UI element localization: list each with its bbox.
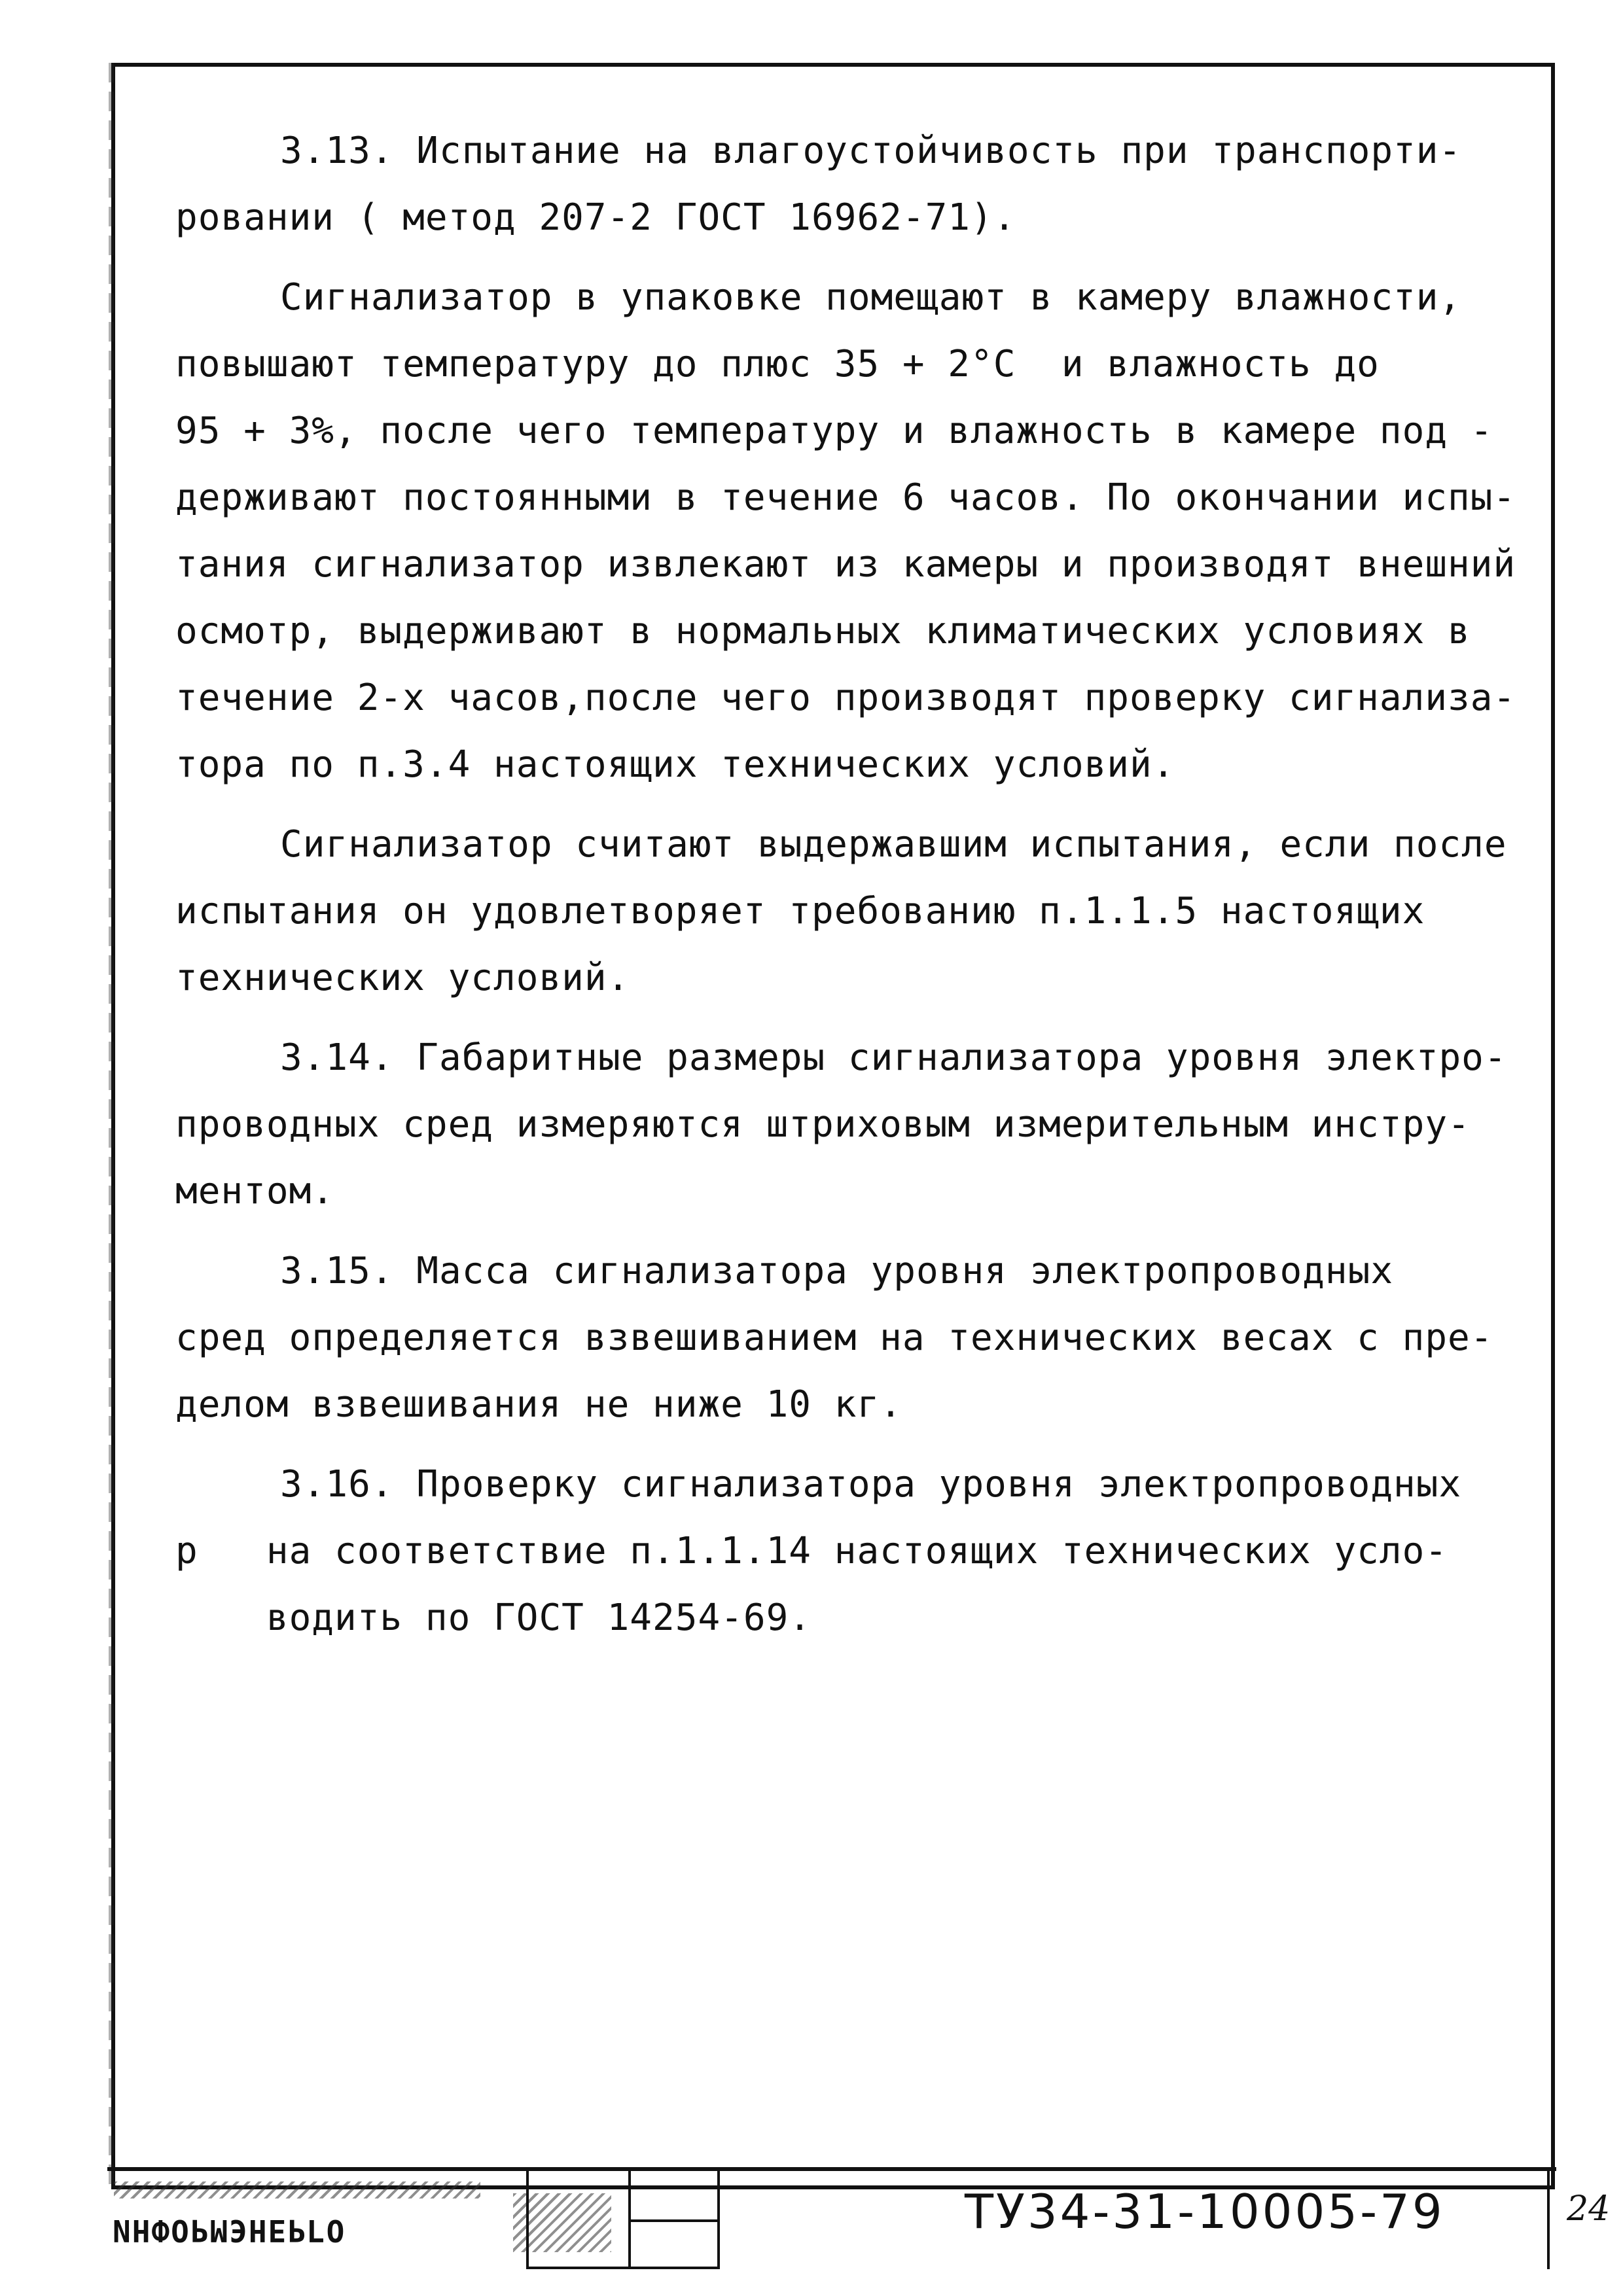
- paragraph-3-14-line-3: ментом.: [175, 1170, 335, 1212]
- paragraph-humidity-line-2: повышают температуру до плюс 35 + 2°С и влажность до: [175, 343, 1380, 385]
- paragraph-3-16-line-2: р на соответствие п.1.1.14 настоящих технических усло-: [175, 1530, 1448, 1572]
- paragraph-3-15-line-1: 3.15. Масса сигнализатора уровня электропроводных: [280, 1250, 1394, 1292]
- title-block-hatch-top: [114, 2181, 480, 2199]
- paragraph-result-line-1: Сигнализатор считают выдержавшим испытания, если после: [280, 823, 1507, 866]
- paragraph-3-14-line-2: проводных сред измеряются штриховым измерительным инстру-: [175, 1103, 1471, 1146]
- document-code: ТУ34-31-10005-79: [965, 2184, 1445, 2239]
- paragraph-3-13-line-1: 3.13. Испытание на влагоустойчивость при транспорти-: [280, 130, 1462, 172]
- sheet-cell-border: [1547, 2171, 1556, 2269]
- title-block-border: [107, 2167, 1556, 2171]
- paragraph-humidity-line-8: тора по п.3.4 настоящих технических условий.: [175, 743, 1175, 786]
- paragraph-3-15-line-2: сред определяется взвешиванием на технических весах с пре-: [175, 1316, 1493, 1359]
- title-block-cell-1: [526, 2171, 631, 2269]
- paragraph-humidity-line-4: держивают постоянными в течение 6 часов. По окончании испы-: [175, 476, 1516, 519]
- paragraph-humidity-line-6: осмотр, выдерживают в нормальных климатических условиях в: [175, 610, 1471, 652]
- title-block-cell-divider: [628, 2219, 720, 2222]
- sheet-number: 24: [1567, 2189, 1611, 2229]
- paragraph-3-16-line-3: водить по ГОСТ 14254-69.: [175, 1597, 812, 1639]
- paragraph-3-14-line-1: 3.14. Габаритные размеры сигнализатора уровня электро-: [280, 1036, 1507, 1079]
- paragraph-humidity-line-3: 95 + 3%, после чего температуру и влажность в камере под -: [175, 410, 1493, 452]
- paragraph-3-13-line-2: ровании ( метод 207-2 ГОСТ 16962-71).: [175, 196, 1016, 239]
- paragraph-result-line-2: испытания он удовлетворяет требованию п.1.1.5 настоящих: [175, 890, 1425, 932]
- paragraph-humidity-line-5: тания сигнализатор извлекают из камеры и производят внешний: [175, 543, 1516, 586]
- document-body: [175, 118, 1516, 1651]
- paragraph-3-15-line-3: делом взвешивания не ниже 10 кг.: [175, 1383, 902, 1426]
- organization-stamp: ИНФОРМЭНЕРГО: [113, 2213, 346, 2248]
- paragraph-3-16-line-1: 3.16. Проверку сигнализатора уровня электропроводных: [280, 1463, 1462, 1506]
- paragraph-result-line-3: технических условий.: [175, 957, 630, 999]
- title-block: [107, 2167, 1611, 2278]
- paragraph-humidity-line-7: течение 2-х часов,после чего производят проверку сигнализа-: [175, 677, 1516, 719]
- paragraph-humidity-line-1: Сигнализатор в упаковке помещают в камеру влажности,: [280, 276, 1462, 319]
